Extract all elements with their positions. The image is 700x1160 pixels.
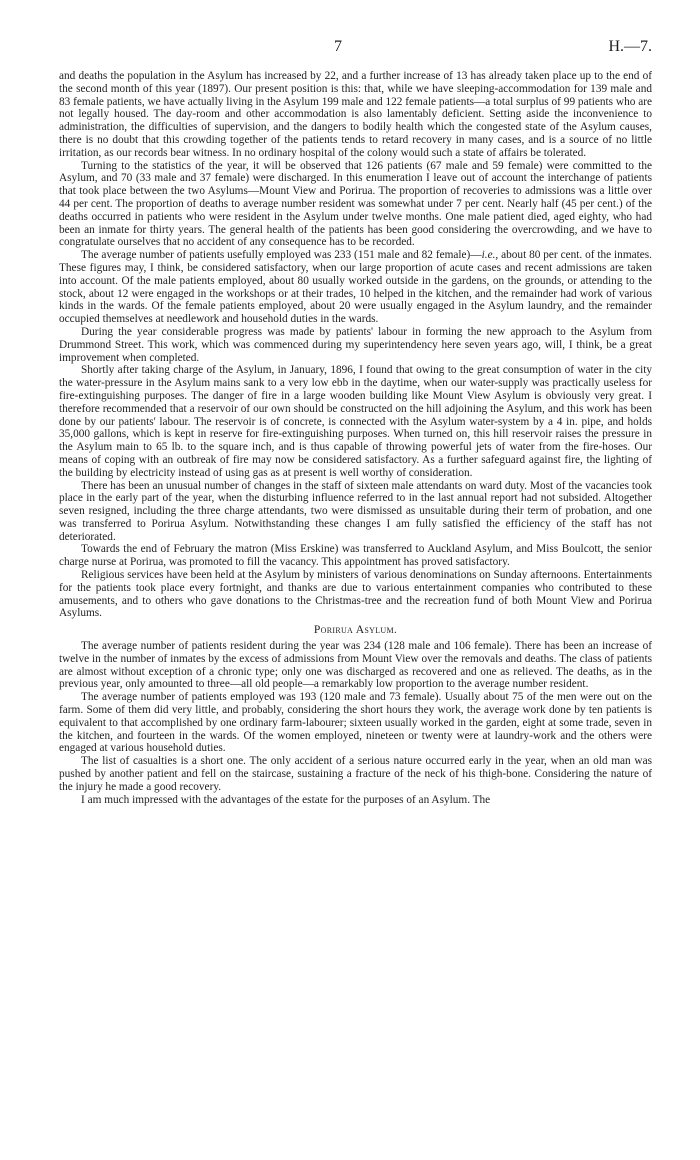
document-page	[59, 38, 652, 806]
paragraph: Religious services have been held at the Asylum by ministers of various denominations on Sunday afternoons. Entertainments for the patients took place every fortnight, and thanks are due to various entertainment companies who contributed to these amusements, and to others who gave donations to the Christmas-tree and the recreation fund of both Mount View and Porirua Asylums.	[59, 569, 652, 620]
italic-abbreviation: i.e.,	[481, 249, 499, 262]
paragraph: The list of casualties is a short one. The only accident of a serious nature occurred early in the year, when an old man was pushed by another patient and fell on the staircase, sustaining a fracture of the neck of his thigh-bone. Considering the nature of the injury he made a good recovery.	[59, 755, 652, 793]
paragraph: There has been an unusual number of changes in the staff of sixteen male attendants on ward duty. Most of the vacancies took place in the early part of the year, when the disturbing influence referred to in the last annual report had not subsided. Altogether seven resigned, including the three charge attendants, two were dismissed as unsuitable during their term of probation, and one was transferred to Porirua Asylum. Notwithstanding these changes I am fully satisfied the efficiency of the staff has not deteriorated.	[59, 479, 652, 543]
section-heading: Porirua Asylum.	[313, 623, 398, 637]
paragraph: The average number of patients employed was 193 (120 male and 73 female). Usually about 75 of the men were out on the farm. Some of them did very little, and probably, considering the short hours they work, the average work done by ten patients is equivalent to that accomplished by one ordinary farm-labourer; sixteen usually worked in the garden, eight at some trade, seven in the kitchen, and fourteen in the wards. Of the women employed, nineteen or twenty were at laundry-work and the others were engaged at various household duties.	[59, 691, 652, 755]
paragraph	[59, 249, 652, 326]
paragraph: The average number of patients resident during the year was 234 (128 male and 106 female). There has been an increase of twelve in the number of inmates by the excess of admissions from Mount View over the removals and deaths. The class of patients are almost without exception of a chronic type; only one was discharged as recovered and one as relieved. The deaths, as in the previous year, only amounted to three—all old people—a remarkably low proportion to the average number resident.	[59, 640, 652, 691]
document-reference: H.—7.	[608, 38, 652, 55]
paragraph: Turning to the statistics of the year, it will be observed that 126 patients (67 male and 59 female) were committed to the Asylum, and 70 (33 male and 37 female) were discharged. In this enumeration I leave out of account the interchange of patients that took place between the two Asylums—Mount View and Porirua. The proportion of recoveries to admissions was a little over 44 per cent. The proportion of deaths to average number resident was somewhat under 7 per cent. Nearly half (45 per cent.) of the deaths occurred in patients who were resident in the Asylum under twelve months. One male patient died, aged eighty, who had been an inmate for thirty years. The general health of the patients has been good considering the overcrowding, and we have to congratulate ourselves that no accident of any consequence has to be recorded.	[59, 159, 652, 249]
paragraph: During the year considerable progress was made by patients' labour in forming the new approach to the Asylum from Drummond Street. This work, which was commenced during my superintendency here seven years ago, will, I think, be a great improvement when completed.	[59, 325, 652, 364]
paragraph-text: The average number of patients usefully employed was 233 (151 male and 82 female)—	[81, 249, 482, 262]
page-number: 7	[334, 38, 342, 55]
paragraph: I am much impressed with the advantages of the estate for the purposes of an Asylum. The	[81, 793, 491, 806]
paragraph: Shortly after taking charge of the Asylum, in January, 1896, I found that owing to the great consumption of water in the city the water-pressure in the Asylum mains sank to a very low ebb in the daytime, when our water-supply was practically useless for fire-extinguishing purposes. The danger of fire in a large wooden building like Mount View Asylum is obviously very great. I therefore recommended that a reservoir of our own should be constructed on the hill adjoining the Asylum, and this work has been done by our patients' labour. The reservoir is of concrete, is connected with the Asylum water-system by a 4 in. pipe, and holds 35,000 gallons, which is kept in reserve for fire-extinguishing purposes. When turned on, this hill reservoir raises the pressure in the Asylum main to 65 lb. to the square inch, and is thus capable of throwing powerful jets of water from the fire-hoses. Our means of coping with an outbreak of fire may now be considered satisfactory. As a further safeguard against fire, the lighting of the building by electricity instead of using gas as at present is well worthy of consideration.	[59, 364, 652, 479]
paragraph-text: about 80 per cent. of the inmates. These figures may, I think, be considered satisfactory, when our large proportion of acute cases and recent admissions are taken into account. Of the male patients employed, about 80 usually worked outside in the gardens, on the grounds, or attending to the stock, about 12 were engaged in the workshops or at their trades, 10 helped in the kitchen, and the remainder had work of various kinds in the wards. Of the female patients employed, about 20 were usually engaged in the Asylum laundry, and the remainder occupied themselves at needlework and household duties in the wards.	[59, 249, 652, 326]
paragraph: Towards the end of February the matron (Miss Erskine) was transferred to Auckland Asylum, and Miss Boulcott, the senior charge nurse at Porirua, was promoted to fill the vacancy. This appointment has proved satisfactory.	[59, 543, 652, 569]
paragraph: and deaths the population in the Asylum has increased by 22, and a further increase of 13 has already taken place up to the end of the second month of this year (1897). Our present position is this: that, while we have sleeping-accommodation for 139 male and 83 female patients, we have actually living in the Asylum 199 male and 122 female patients—a total surplus of 99 patients who are not legally housed. The day-room and other accommodation is also lamentably deficient. Setting aside the inconvenience to administration, the difficulties of supervision, and the dangers to bodily health which the congested state of the Asylum causes, there is no doubt that this crowding together of the patients tends to retard recovery in many cases, and is a source of no little irritation, as our records bear witness. In no ordinary hospital of the colony would such a state of affairs be tolerated.	[59, 70, 652, 159]
body-text	[59, 70, 652, 806]
page-header	[59, 38, 652, 70]
